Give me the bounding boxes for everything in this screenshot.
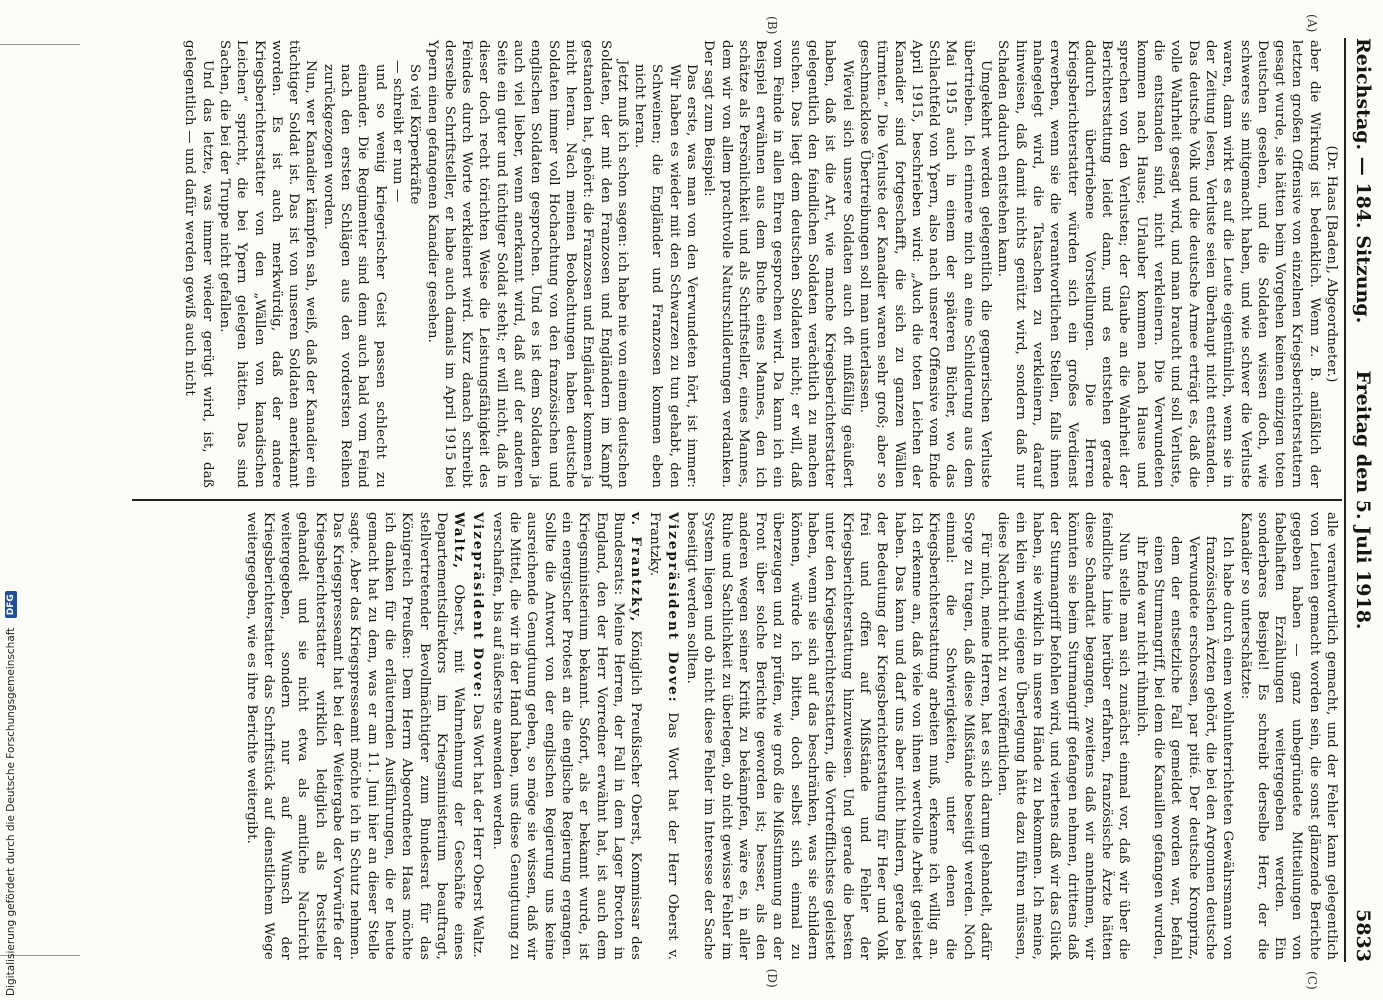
margin-mark-d: (D) <box>765 968 779 988</box>
speaker-name: Vizepräsident Dove: <box>664 512 681 704</box>
speech-entry <box>242 512 467 960</box>
speaker-name: Vizepräsident Dove: <box>470 512 487 700</box>
paragraph: Für mich, meine Herren, hat es sich darum gehandelt, dafür Sorge zu tragen, daß diese Mißstände beseitigt werden. Noch einmal: die Schwierigkeiten, unter denen die Kriegsberichterstattung arbeiten muß, erkenne ich willig an. Ich erkenne an, daß viele von ihnen wertvolle Arbeit geleistet haben. Das kann und darf uns aber nicht hindern, gerade bei der Bedeutung der Kriegsberichterstattung für Heer und Volk frei und offen auf Mißstände und Fehler der Kriegsberichterstattung hinzuweisen. Und gerade die besten unter den Kriegsberichterstattern, die Vortrefflichstes geleistet haben, wenn sie sich auf das beschränken, was sie schildern können, würde ich bitten, doch selbst sich einmal zu überzeugen und zu prüfen, wie groß die Mißstimmung an der Front über solche Berichte geworden ist; besser, als den anderen wegen seiner Kritik zu bekämpfen, wäre es, in aller Ruhe und Sachlichkeit zu überlegen, ob nicht gewisse Fehler im System liegen und ob nicht diese Fehler im Interesse der Sache beseitigt werden sollten. <box>684 512 994 960</box>
paragraph: alle verantwortlich gemacht, und der Fehler kann gelegentlich von Leuten gemacht worden sein, die sonst glänzende Berichte gegeben haben — ganz unbegründete Mitteilungen von fabelhaften Erzählungen weitergegeben werden. Ein sonderbares Beispiel! Es schreibt derselbe Herr, der die Kanadier so unterschätzte: <box>1237 512 1339 960</box>
paragraph: — schreibt er nun — <box>389 60 405 203</box>
digitization-credit <box>4 576 18 996</box>
scan-edge-line <box>0 44 80 45</box>
paragraph: aber die Wirkung ist bedenklich. Wenn z. B. anläßlich der letzten großen Offensive von einzelnen Kriegsberichterstattern gesagt wurde, sie hätten beim Vorgehen keinen einzigen toten Deutschen gesehen, und die Soldaten wissen doch, wie schweres sie mitgemacht haben, und wie schwer die Verluste waren, dann wirkt es auf die Leute eigentümlich, wenn sie in der Zeitung lesen, Verluste seien überhaupt nicht entstanden. Das deutsche Volk und die deutsche Armee erträgt es, daß die volle Wahrheit gesagt wird, und man braucht und soll Verluste, die entstanden sind, nicht verkleinern. Die Verwundeten kommen nach Hause; Urlauber kommen nach Hause und sprechen von den Verlusten; der Glaube an die Wahrheit der Berichterstattung leidet dann, und es entstehen gerade dadurch übertriebene Vorstellungen. Die Herren Kriegsberichterstatter würden sich ein großes Verdienst erwerben, wenn sie die verantwortlichen Stellen, falls ihnen nahegelegt wird, die Tatsachen zu verkleinern, darauf hinweisen, daß damit nichts genützt wird, sondern daß nur Schaden dadurch entstehen kann. <box>995 40 1322 488</box>
speech-entry <box>488 512 644 960</box>
dfg-logo-icon: DFG <box>5 591 17 618</box>
page-header <box>1348 38 1378 962</box>
margin-mark-b: (B) <box>765 16 779 35</box>
header-rule <box>1344 38 1346 962</box>
speech-entry <box>469 512 486 960</box>
quotation: und so wenig kriegerischer Geist passen schlecht zu einander. Die Regimenter sind denn auch bald vom Feind nach den ersten Schlägen aus den vordersten Reihen zurückgezogen worden. <box>320 64 388 488</box>
paragraph: Jetzt muß ich schon sagen: ich habe nie von einem deutschen Soldaten, der mit den Franzosen und Engländern im Kampf gestanden hat, gehört: die Franzosen und Engländer kommen ja nicht heran. Nach meinen Beobachtungen haben deutsche Soldaten immer voll Hochachtung von den französischen und englischen Soldaten gesprochen. Und es ist dem Soldaten ja auch viel lieber, wenn anerkannt wird, daß auf der anderen Seite ein guter und tüchtiger Soldat steht; er will nicht, daß in dieser doch recht törichten Weise die Leistungsfähigkeit des Feindes durch Worte verkleinert wird. Kurz danach schreibt derselbe Schriftsteller, er habe auch damals im April 1915 bei Ypern einen gefangenen Kanadier gesehen. <box>424 40 630 488</box>
quotation: Ich habe durch einen wohlunterrichteten Gewährsmann von französischen Ärzten gehört, die bei den Argonnen deutsche Verwundete erschossen, par pitié. Der deutsche Kronprinz, dem der entsetzliche Fall gemeldet worden war, befahl einen Sturmangriff, bei dem die Kanaillen gefangen wurden, ihr Ende war nicht rühmlich. <box>1133 536 1236 960</box>
speaker-name: v. Frantzky, <box>628 512 645 624</box>
credit-text: Digitalisierung gefördert durch die Deutsche Forschungsgemeinschaft <box>5 627 17 996</box>
speaker-reference: (Dr. Haas [Baden], Abgeordneter.) <box>1324 145 1339 383</box>
quotation: Das erste, was man von den Verwundeten hört, ist immer: Wir haben es wieder mit den Schwarzen zu tun gehabt, den Schweinen; die Engländer und Franzosen kommen eben nicht heran. <box>632 64 700 488</box>
header-session: Reichstag. — 184. Sitzung. <box>1352 38 1374 324</box>
paragraph: Nun, wer Kanadier kämpfen sah, weiß, daß der Kanadier ein tüchtiger Soldat ist. Das ist von unseren Soldaten anerkannt worden. Es ist auch merkwürdig, daß der andere Kriegsberichterstatter von den „Wällen von kanadischen Leichen“ spricht, die bei Ypern gelegen hätten. Das sind Sachen, die bei der Truppe nicht gefallen. <box>217 40 319 488</box>
speaker-name: Waltz, <box>451 512 468 571</box>
speech-text: Das Wort hat der Herr Oberst Waltz. <box>470 703 486 958</box>
speech-text: Oberst, mit Wahrnehmung der Geschäfte eines Departementsdirektors im Kriegsministerium beauftragt, stellvertretender Bevollmächtigter zum Bundesrat für das Königreich Preußen: Dem Herrn Abgeordneten Haas möchte ich danken für die erläuternden Ausführungen, die er heute gemacht hat zu dem, was er am 11. Juni hier an dieser Stelle sagte. Aber das Kriegspresseamt möchte ich in Schutz nehmen. Das Kriegspresseamt hat bei der Weitergabe der Vorwürfe der Kriegsberichterstatter wirklich lediglich als Poststelle gehandelt und sie nicht etwa als amtliche Nachricht weitergegeben, sondern nur auf Wunsch der Kriegsberichterstatter das Schriftstück auf dienstlichem Wege weitergegeben, wie es ihre Berichte weitergibt. <box>243 512 467 960</box>
left-column <box>181 14 1340 488</box>
header-date: Freitag den 5. Juli 1918. <box>1352 370 1374 630</box>
column-divider <box>132 499 1342 501</box>
paragraph: Umgekehrt werden gelegentlich die gegnerischen Verluste übertrieben. Ich erinnere mich an eine Schilderung aus dem Mai 1915 auch in einem der späteren Bücher, wo das Schlachtfeld von Ypern, also nach unserer Offensive vom Ende April 1915, beschrieben wird: „Auch die toten Leichen der Kanadier sind fortgeschafft, die sich zu ganzen Wällen türmten.“ Die Verluste der Kanadier waren sehr groß; aber so geschmacklose Übertreibungen soll man unterlassen. <box>856 40 994 488</box>
paragraph: Und das letzte, was immer wieder gerügt wird, ist, daß gelegentlich — und dafür werden gewiß auch nicht <box>182 40 215 488</box>
speech-text: Königlich Preußischer Oberst, Kommissar des Bundesrats: Meine Herren, der Fall in dem Lager Brocton in England, den der Herr Vorredner erwähnt hat, ist auch dem Kriegsministerium bekannt. Sofort, als er bekannt wurde, ist ein energischer Protest an die englische Regierung ergangen. Sollte die Antwort von der englischen Regierung uns keine ausreichende Genugtuung geben, so möge sie wissen, daß wir die Mittel, die wir in der Hand haben, uns diese Genugtuung zu verschaffen, bis auf äußerste anwenden werden. <box>489 512 644 960</box>
rotated-newspaper-page <box>122 14 1382 990</box>
paragraph: Wieviel sich unsere Soldaten auch oft mißfällig geäußert haben, daß ist die Art, wie manche Kriegsberichterstatter gelegentlich den feindlichen Soldaten verächtlich zu machen suchen. Das liegt dem deutschen Soldaten nicht; er will, daß vom Feinde in allen Ehren gesprochen wird. Da kann ich ein Beispiel erwähnen aus dem Buche eines Mannes, den ich schätze als Persönlichkeit und als Schriftsteller, eines Mannes, dem wir von allem prachtvolle Naturschilderungen verdanken. Der sagt zum Beispiel: <box>701 40 855 488</box>
margin-mark-c: (C) <box>1305 971 1319 990</box>
paragraph: Nun stelle man sich zunächst einmal vor, daß wir über die feindliche Linie herüber erfahren, französische Ärzte hätten diese Schandtat begangen, zweitens daß wir annehmen, wir könnten sie beim Sturmangriff gefangen nehmen, drittens daß der Sturmangriff befohlen wird, und viertens daß wir das Glück haben, sie wirklich in unsere Hände zu bekommen. Ich meine, ein klein wenig eigene Überlegung hätte dazu führen müssen, diese Nachricht nicht zu veröffentlichen. <box>995 512 1132 960</box>
right-column <box>240 512 1340 990</box>
margin-mark-a: (A) <box>1305 14 1319 33</box>
page-number: 5833 <box>1352 909 1374 962</box>
speech-entry <box>646 512 681 960</box>
quotation: So viel Körperkräfte <box>407 64 423 205</box>
speech-text: Das Wort hat der Herr Oberst v. Frantzky. <box>647 512 680 960</box>
